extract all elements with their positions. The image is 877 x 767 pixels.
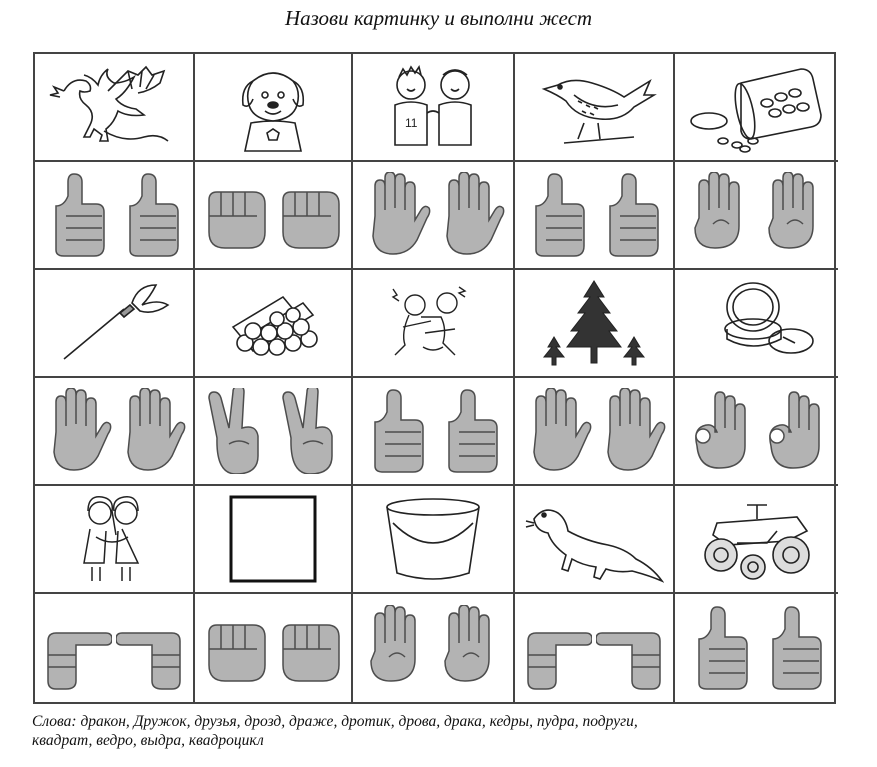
four-fingers-left-icon — [685, 172, 755, 258]
exercise-grid — [33, 52, 836, 704]
fist-left-icon — [201, 172, 271, 258]
open-palm-left-icon — [361, 172, 431, 258]
gesture-cell-pointing-2 — [515, 594, 675, 702]
dragee-jar-picture — [687, 61, 827, 153]
gesture-cell-thumbs-up-2 — [515, 162, 675, 270]
fight-picture — [363, 277, 503, 369]
pointing-right-icon — [42, 605, 112, 691]
picture-cell-firewood — [195, 270, 353, 378]
gesture-cell-open-palms — [353, 162, 515, 270]
cedar-trees-picture — [524, 277, 664, 369]
otter-picture — [524, 493, 664, 585]
picture-cell-dog — [195, 54, 353, 162]
gesture-cell-pointing — [35, 594, 195, 702]
picture-cell-thrush — [515, 54, 675, 162]
bucket-picture — [363, 493, 503, 585]
gesture-cell-thumbs-up-4 — [675, 594, 838, 702]
thrush-picture — [524, 61, 664, 153]
picture-cell-powder — [675, 270, 838, 378]
gesture-cell-ok-sign — [675, 378, 838, 486]
ok-sign-right-icon — [759, 388, 829, 474]
four-fingers-left-icon — [361, 605, 431, 691]
open-palm-right-icon — [435, 172, 505, 258]
fist-right-icon — [275, 172, 345, 258]
gesture-cell-open-palms-2 — [35, 378, 195, 486]
two-fingers-right-icon — [275, 388, 345, 474]
gesture-cell-fists-2 — [195, 594, 353, 702]
gesture-cell-thumbs-up — [35, 162, 195, 270]
word-list — [32, 712, 852, 750]
two-girls-picture — [44, 493, 184, 585]
two-fingers-left-icon — [201, 388, 271, 474]
picture-cell-quad — [675, 486, 838, 594]
thumbs-up-right-icon — [596, 172, 666, 258]
thumbs-up-left-icon — [522, 172, 592, 258]
gesture-cell-thumbs-up-3 — [353, 378, 515, 486]
dart-picture — [44, 277, 184, 369]
svg-text:11: 11 — [405, 116, 418, 130]
gesture-cell-two-fingers — [195, 378, 353, 486]
picture-cell-dragee — [675, 54, 838, 162]
four-fingers-right-icon — [759, 172, 829, 258]
thumbs-up-left-icon — [42, 172, 112, 258]
gesture-cell-open-palms-3 — [515, 378, 675, 486]
picture-cell-square — [195, 486, 353, 594]
dog-picture — [203, 61, 343, 153]
page-title: Назови картинку и выполни жест — [284, 6, 593, 30]
thumbs-up-right-icon — [759, 605, 829, 691]
gesture-cell-fists — [195, 162, 353, 270]
picture-cell-otter — [515, 486, 675, 594]
open-palm-right-icon — [596, 388, 666, 474]
thumbs-up-left-icon — [685, 605, 755, 691]
picture-cell-cedars — [515, 270, 675, 378]
thumbs-up-right-icon — [116, 172, 186, 258]
four-fingers-right-icon — [435, 605, 505, 691]
picture-cell-fight — [353, 270, 515, 378]
quad-bike-picture — [687, 493, 827, 585]
picture-cell-bucket — [353, 486, 515, 594]
fist-left-icon — [201, 605, 271, 691]
open-palm-left-icon — [522, 388, 592, 474]
picture-cell-dragon — [35, 54, 195, 162]
firewood-picture — [203, 277, 343, 369]
ok-sign-left-icon — [685, 388, 755, 474]
dragon-picture — [44, 61, 184, 153]
pointing-left-icon — [116, 605, 186, 691]
square-picture — [203, 493, 343, 585]
open-palm-left-icon — [42, 388, 112, 474]
picture-cell-friends — [353, 54, 515, 162]
friends-picture — [363, 61, 503, 153]
picture-cell-girlfriends — [35, 486, 195, 594]
thumbs-up-left-icon — [361, 388, 431, 474]
pointing-left-icon — [596, 605, 666, 691]
open-palm-right-icon — [116, 388, 186, 474]
picture-cell-dart — [35, 270, 195, 378]
gesture-cell-four-fingers-2 — [353, 594, 515, 702]
gesture-cell-four-fingers — [675, 162, 838, 270]
word-list-line-2: квадрат, ведро, выдра, квадроцикл — [32, 732, 264, 749]
fist-right-icon — [275, 605, 345, 691]
pointing-right-icon — [522, 605, 592, 691]
powder-compact-picture — [687, 277, 827, 369]
word-list-line-1: Слова: дракон, Дружок, друзья, дрозд, драже, дротик, дрова, драка, кедры, пудра, подруги, — [32, 713, 638, 730]
thumbs-up-right-icon — [435, 388, 505, 474]
